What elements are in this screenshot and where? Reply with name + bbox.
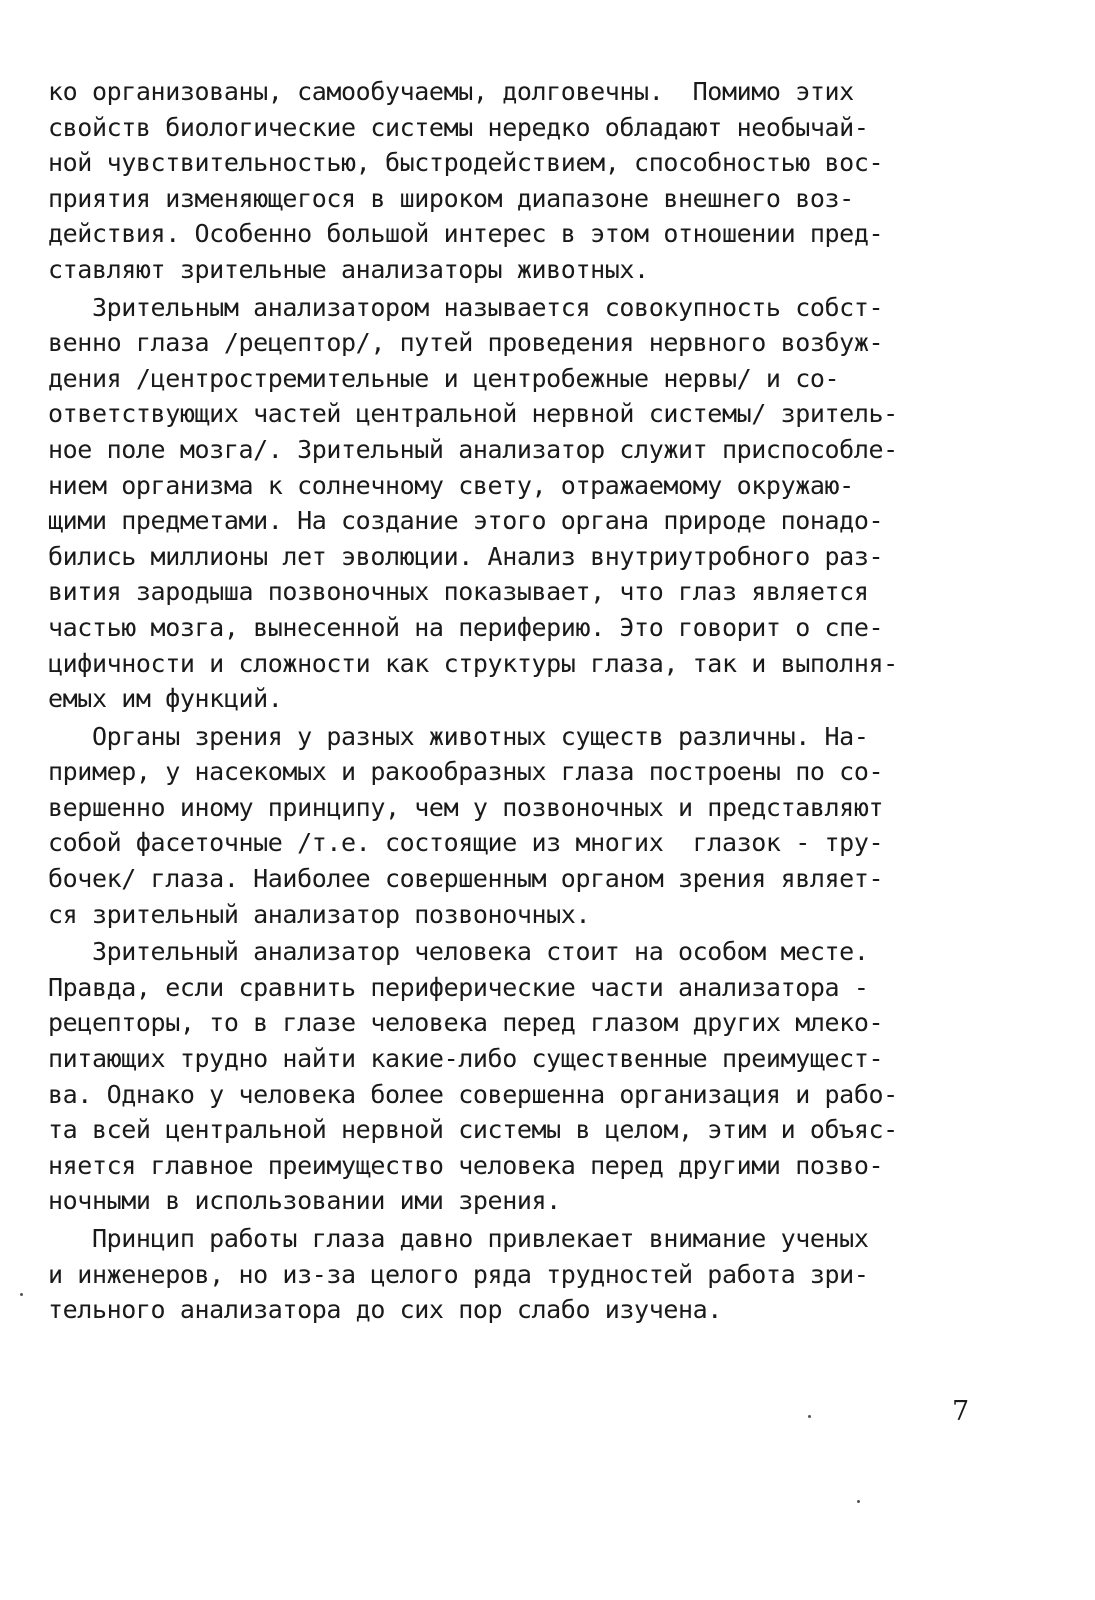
text-line: свойств биологические системы нередко обладают необычай- — [48, 112, 869, 142]
text-line: цифичности и сложности как структуры глаза, так и выполня- — [48, 648, 898, 678]
paragraph — [48, 290, 1038, 717]
text-line: вития зародыша позвоночных показывает, что глаз является — [48, 577, 869, 607]
text-line: ночными в использовании ими зрения. — [48, 1186, 561, 1216]
text-line: Правда, если сравнить периферические части анализатора - — [48, 972, 869, 1002]
scan-speck — [857, 1500, 860, 1503]
text-line: приятия изменяющегося в широком диапазоне внешнего воз- — [48, 183, 854, 213]
text-line: Зрительный анализатор человека стоит на особом месте. — [48, 937, 869, 967]
text-line: та всей центральной нервной системы в целом, этим и объяс- — [48, 1115, 898, 1145]
text-line: щими предметами. На создание этого органа природе понадо- — [48, 506, 884, 536]
text-line: ной чувствительностью, быстродействием, способностью вос- — [48, 148, 884, 178]
paragraph — [48, 1221, 1038, 1328]
text-line: емых им функций. — [48, 684, 283, 714]
scan-speck — [20, 1293, 23, 1296]
text-line: бились миллионы лет эволюции. Анализ внутриутробного раз- — [48, 541, 884, 571]
text-line: ответствующих частей центральной нервной системы/ зритель- — [48, 399, 898, 429]
paragraph — [48, 74, 1038, 288]
paragraph — [48, 934, 1038, 1219]
text-line: ся зрительный анализатор позвоночных. — [48, 899, 591, 929]
text-line: Зрительным анализатором называется совокупность собст- — [48, 292, 884, 322]
text-line: питающих трудно найти какие-либо существенные преимущест- — [48, 1044, 884, 1074]
paragraph — [48, 719, 1038, 933]
text-line: действия. Особенно большой интерес в этом отношении пред- — [48, 219, 884, 249]
text-line: частью мозга, вынесенной на периферию. Это говорит о спе- — [48, 612, 884, 642]
text-line: ко организованы, самообучаемы, долговечны. Помимо этих — [48, 77, 854, 106]
text-line: рецепторы, то в глазе человека перед глазом других млеко- — [48, 1008, 884, 1038]
text-line: пример, у насекомых и ракообразных глаза построены по со- — [48, 757, 884, 787]
text-line: Принцип работы глаза давно привлекает внимание ученых — [48, 1224, 869, 1253]
text-line: и инженеров, но из-за целого ряда трудностей работа зри- — [48, 1259, 869, 1289]
text-line: нием организма к солнечному свету, отражаемому окружаю- — [48, 470, 854, 500]
page-number: 7 — [952, 1396, 970, 1427]
text-line: ва. Однако у человека более совершенна организация и рабо- — [48, 1079, 898, 1109]
text-line: вершенно иному принципу, чем у позвоночных и представляют — [48, 792, 884, 822]
text-line: венно глаза /рецептор/, путей проведения нервного возбуж- — [48, 328, 884, 358]
text-line: собой фасеточные /т.е. состоящие из многих глазок - тру- — [48, 828, 884, 858]
text-line: тельного анализатора до сих пор слабо изучена. — [48, 1295, 722, 1325]
text-line: няется главное преимущество человека перед другими позво- — [48, 1150, 884, 1180]
body-text — [48, 74, 1038, 1328]
text-line: бочек/ глаза. Наиболее совершенным органом зрения являет- — [48, 864, 884, 894]
text-line: ставляют зрительные анализаторы животных. — [48, 254, 649, 284]
text-line: ное поле мозга/. Зрительный анализатор служит приспособле- — [48, 434, 898, 464]
text-line: дения /центростремительные и центробежные нервы/ и со- — [48, 363, 840, 393]
scan-speck — [808, 1415, 811, 1418]
text-line: Органы зрения у разных животных существ различны. На- — [48, 721, 869, 751]
